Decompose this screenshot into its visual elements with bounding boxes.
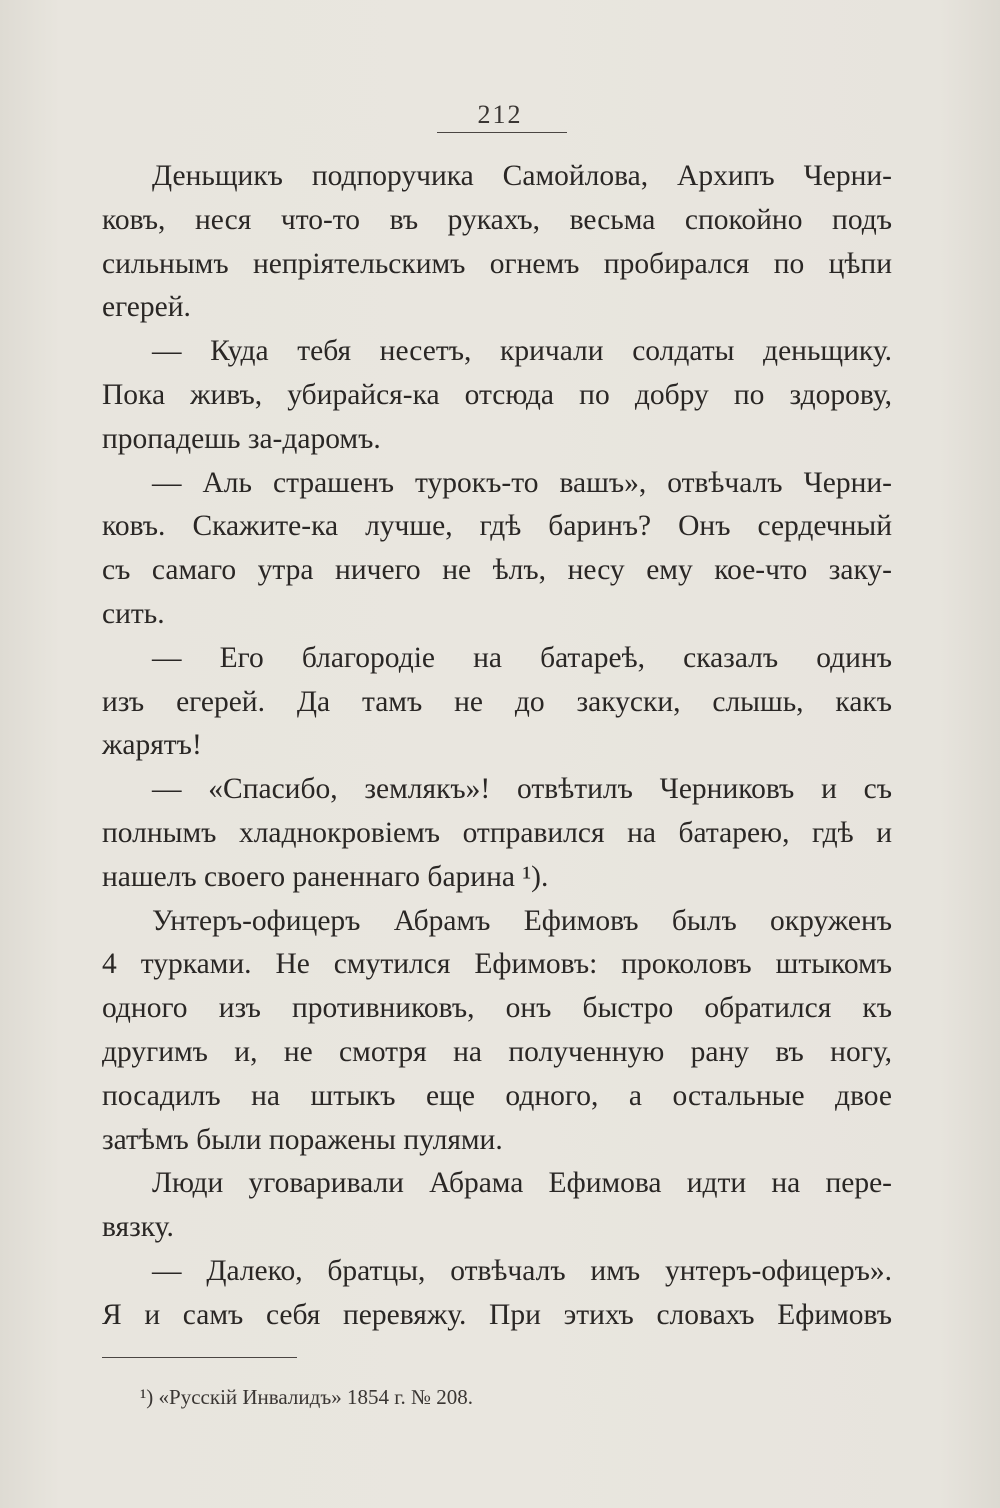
page-number: 212: [477, 100, 523, 129]
text-line: вязку.: [102, 1211, 174, 1244]
text-line: Люди уговаривали Абрама Ефимова идти на пере-: [152, 1167, 892, 1200]
text-line: съ самаго утра ничего не ѣлъ, несу ему кое-что заку-: [102, 554, 892, 587]
text-line: — Куда тебя несетъ, кричали солдаты деньщику.: [152, 335, 892, 368]
footnote: ¹) «Русскій Инвалидъ» 1854 г. № 208.: [140, 1385, 473, 1409]
text-line: — Далеко, братцы, отвѣчалъ имъ унтеръ-офицеръ».: [152, 1254, 892, 1287]
text-line: полнымъ хладнокровіемъ отправился на батарею, гдѣ и: [102, 816, 892, 849]
text-line: Пока живъ, убирайся-ка отсюда по добру по здорову,: [102, 378, 892, 411]
text-line: другимъ и, не смотря на полученную рану въ ногу,: [102, 1035, 892, 1068]
text-line: — «Спасибо, землякъ»! отвѣтилъ Черниковъ и съ: [152, 773, 892, 806]
text-line: посадилъ на штыкъ еще одного, а остальные двое: [102, 1079, 892, 1112]
text-line: ковъ, неся что-то въ рукахъ, весьма спокойно подъ: [102, 203, 892, 236]
text-line: сильнымъ непріятельскимъ огнемъ пробирался по цѣпи: [102, 247, 892, 280]
body-text: [102, 155, 892, 1338]
text-line: Я и самъ себя перевяжу. При этихъ словахъ Ефимовъ: [102, 1298, 892, 1331]
text-line: нашелъ своего раненнаго барина ¹).: [102, 860, 549, 893]
header-rule: [437, 132, 567, 133]
text-line: Унтеръ-офицеръ Абрамъ Ефимовъ былъ окруженъ: [152, 904, 892, 937]
footnote-rule: [102, 1357, 297, 1358]
text-line: одного изъ противниковъ, онъ быстро обратился къ: [102, 992, 892, 1025]
text-line: затѣмъ были поражены пулями.: [102, 1123, 503, 1156]
text-line: ковъ. Скажите-ка лучше, гдѣ баринъ? Онъ сердечный: [102, 510, 892, 543]
text-line: — Его благородіе на батареѣ, сказалъ одинъ: [152, 641, 892, 674]
text-line: изъ егерей. Да тамъ не до закуски, слышь, какъ: [102, 685, 892, 718]
text-line: пропадешь за-даромъ.: [102, 422, 381, 455]
text-line: 4 турками. Не смутился Ефимовъ: проколовъ штыкомъ: [102, 948, 892, 981]
text-line: егерей.: [102, 291, 191, 324]
text-line: — Аль страшенъ турокъ-то вашъ», отвѣчалъ Черни-: [152, 466, 892, 499]
text-line: жарятъ!: [102, 729, 202, 762]
text-line: Деньщикъ подпоручика Самойлова, Архипъ Черни-: [152, 160, 892, 192]
text-line: сить.: [102, 597, 165, 630]
